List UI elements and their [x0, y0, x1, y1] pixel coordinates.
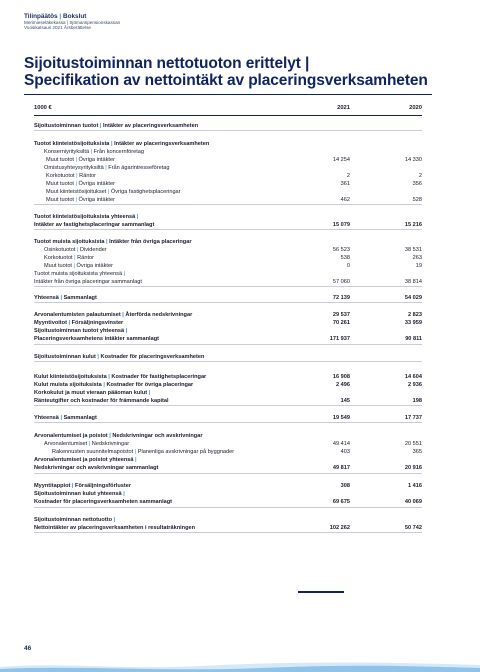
row-label: Sijoitustoiminnan kulut | Kostnader för placeringsverksamheten	[34, 354, 205, 360]
row-label: Muut tuotot | Övriga intäkter	[46, 157, 115, 163]
row-divider	[34, 422, 422, 423]
row-label: Osinkotuotot | Dividender	[44, 247, 107, 253]
value-2021: 14 254	[332, 157, 350, 163]
table-row	[34, 327, 422, 335]
table-row	[34, 482, 422, 490]
row-label: Kostnader för placeringsverksamheten sammanlagt	[34, 499, 173, 505]
row-label: Konserniyrityksiltä | Från koncernföretag	[44, 149, 145, 155]
row-divider	[34, 344, 422, 345]
table-row	[34, 440, 422, 448]
value-2021: 15 079	[332, 222, 350, 228]
value-2020: 1 416	[408, 483, 422, 489]
value-2020: 40 069	[404, 499, 422, 505]
value-2021: 102 262	[329, 525, 350, 531]
value-2021: 0	[346, 263, 350, 269]
value-2020: 528	[412, 197, 422, 203]
value-2021: 2	[346, 173, 350, 179]
row-divider	[34, 473, 422, 474]
value-2020: 365	[412, 449, 422, 455]
value-2021: 403	[340, 449, 350, 455]
row-label: Sijoitustoiminnan tuotot | Intäkter av placeringsverksamheten	[34, 123, 199, 129]
row-divider	[34, 405, 422, 406]
row-label: Sijoitustoiminnan kulut yhteensä |	[34, 491, 125, 497]
table-header	[34, 103, 422, 116]
value-2021: 361	[340, 181, 350, 187]
value-2020: 356	[412, 181, 422, 187]
value-2020: 2 936	[408, 382, 422, 388]
table-row	[34, 262, 422, 270]
total-accent-bar	[298, 591, 344, 593]
table-row	[34, 270, 422, 278]
year-2021-header: 2021	[337, 105, 350, 111]
table-row	[34, 156, 422, 164]
value-2020: 33 959	[404, 320, 422, 326]
row-label: Korkotuotot | Räntor	[46, 173, 96, 179]
row-divider	[34, 302, 422, 303]
value-2021: 69 675	[332, 499, 350, 505]
value-2020: 38 814	[404, 279, 422, 285]
row-label: Arvonalentumiset ja poistot | Nedskrivningar och avskrivningar	[34, 433, 203, 439]
row-divider	[34, 507, 422, 508]
value-2021: 308	[340, 483, 350, 489]
value-2020: 198	[412, 398, 422, 404]
row-label: Rakennusten suunnitelmapoistot | Planenliga avskrivningar på byggnader	[52, 449, 235, 455]
row-label: Yhteensä | Sammanlagt	[34, 415, 97, 421]
header-subtitle-2: Vuosikatsaus 2021 Årsberättelse	[24, 25, 91, 31]
table-row	[34, 172, 422, 180]
value-2020: 20 916	[404, 465, 422, 471]
table-row	[34, 353, 422, 361]
footer-wave-decoration	[0, 658, 480, 672]
row-label: Kulut muista sijoituksista | Kostnader för övriga placeringar	[34, 382, 194, 388]
table-row	[34, 381, 422, 389]
row-divider	[34, 532, 422, 533]
table-row	[34, 414, 422, 422]
table-row	[34, 490, 422, 498]
row-label: Intäkter av fastighetsplaceringar sammanlagt	[34, 222, 155, 228]
table-row	[34, 238, 422, 246]
row-label: Muut tuotot | Övriga intäkter	[46, 181, 115, 187]
value-2021: 57 060	[332, 279, 350, 285]
value-2020: 38 531	[404, 247, 422, 253]
value-2021: 2 496	[336, 382, 350, 388]
value-2021: 70 261	[332, 320, 350, 326]
row-label: Tuotot kiinteistösijoituksista yhteensä |	[34, 214, 139, 220]
table-row	[34, 294, 422, 302]
table-row	[34, 335, 422, 343]
value-2020: 20 551	[404, 441, 422, 447]
table-row	[34, 319, 422, 327]
page-title-line-2: Specifikation av nettointäkt av placeringsverksamheten	[24, 71, 428, 89]
header-title: Tilinpäätös | Bokslut	[24, 13, 87, 20]
table-row	[34, 448, 422, 456]
value-2021: 538	[340, 255, 350, 261]
row-label: Ränteutgifter och kostnader för främmande kapital	[34, 398, 169, 404]
row-divider	[34, 286, 422, 287]
row-label: Muut tuotot | Övriga intäkter	[46, 197, 115, 203]
title-divider	[24, 94, 432, 95]
row-label: Omistusyhteysyrityksiltä | Från ägarintresseföretag	[44, 165, 170, 171]
row-label: Myyntivoitot | Försäljningsvinster	[34, 320, 124, 326]
page-title	[24, 56, 428, 89]
value-2020: 54 029	[404, 295, 422, 301]
row-label: Nettointäkter av placeringsverksamheten i resultaträkningen	[34, 525, 196, 531]
table-row	[34, 516, 422, 524]
value-2020: 2	[418, 173, 422, 179]
table-row	[34, 164, 422, 172]
row-label: Kulut kiinteistösijoituksista | Kostnader för fastighetsplaceringar	[34, 374, 207, 380]
row-divider	[34, 361, 422, 362]
row-divider	[34, 130, 422, 131]
row-label: Arvonalentumisten palautumiset | Återförda nedskrivningar	[34, 312, 193, 318]
row-divider	[34, 229, 422, 230]
page-number: 46	[24, 645, 32, 652]
table-row	[34, 498, 422, 506]
value-2020: 14 330	[404, 157, 422, 163]
page-title-line-1: Sijoitustoiminnan nettotuoton erittelyt |	[24, 55, 310, 72]
row-label: Intäkter från övriga placeringar sammanlagt	[34, 279, 142, 285]
table-row	[34, 524, 422, 532]
value-2021: 49 817	[332, 465, 350, 471]
value-2021: 16 908	[332, 374, 350, 380]
row-label: Tuotot muista sijoituksista | Intäkter från övriga placeringar	[34, 239, 192, 245]
table-row	[34, 196, 422, 204]
row-label: Tuotot muista sijoituksista yhteensä |	[34, 271, 126, 277]
row-label: Korkokulut ja muut vieraan pääoman kulut |	[34, 390, 151, 396]
row-label: Arvonalentumiset ja poistot yhteensä |	[34, 457, 137, 463]
header-subtitle: Merimieseläkekassa | Sjömanspensionskassan	[24, 20, 121, 25]
value-2020: 15 216	[404, 222, 422, 228]
value-2021: 462	[340, 197, 350, 203]
specification-table	[34, 103, 422, 531]
row-label: Nedskrivningar och avskrivningar sammanlagt	[34, 465, 159, 471]
row-divider	[34, 204, 422, 205]
value-2020: 2 823	[408, 312, 422, 318]
table-row	[34, 389, 422, 397]
value-2021: 19 549	[332, 415, 350, 421]
table-row	[34, 140, 422, 148]
value-2021: 72 139	[332, 295, 350, 301]
row-label: Arvonalentumiset | Nedskrivningar	[44, 441, 130, 447]
row-label: Placeringsverksamhetens intäkter sammanlagt	[34, 336, 159, 342]
page-header	[24, 13, 120, 31]
value-2021: 49 414	[332, 441, 350, 447]
row-label: Muut tuotot | Övriga intäkter	[44, 263, 113, 269]
row-label: Sijoitustoiminnan nettotuotto |	[34, 517, 116, 523]
table-row	[34, 311, 422, 319]
table-row	[34, 397, 422, 405]
row-label: Tuotot kiinteistösijoituksista | Intäkter av placeringsverksamheten	[34, 141, 210, 147]
value-2021: 29 537	[332, 312, 350, 318]
table-row	[34, 213, 422, 221]
table-row	[34, 221, 422, 229]
table-row	[34, 180, 422, 188]
table-row	[34, 148, 422, 156]
value-2020: 19	[415, 263, 422, 269]
value-2021: 145	[340, 398, 350, 404]
row-label: Sijoitustoiminnan tuotot yhteensä |	[34, 328, 128, 334]
year-2020-header: 2020	[409, 105, 422, 111]
value-2021: 171 937	[329, 336, 350, 342]
value-2020: 50 742	[404, 525, 422, 531]
value-2020: 263	[412, 255, 422, 261]
table-row	[34, 188, 422, 196]
table-row	[34, 456, 422, 464]
table-row	[34, 246, 422, 254]
value-2021: 56 523	[332, 247, 350, 253]
table-row	[34, 254, 422, 262]
value-2020: 90 811	[405, 336, 422, 342]
value-2020: 14 604	[404, 374, 422, 380]
row-label: Korkotuotot | Räntor	[44, 255, 94, 261]
table-row	[34, 464, 422, 472]
row-label: Myyntitappiot | Försäljningsförluster	[34, 483, 131, 489]
value-2020: 17 737	[404, 415, 422, 421]
table-row	[34, 373, 422, 381]
unit-label: 1000 €	[34, 105, 52, 111]
row-label: Yhteensä | Sammanlagt	[34, 295, 97, 301]
table-row	[34, 278, 422, 286]
table-row	[34, 432, 422, 440]
table-row	[34, 122, 422, 130]
row-label: Muut kiinteistösijoitukset | Övriga fastighetsplaceringar	[46, 189, 181, 195]
